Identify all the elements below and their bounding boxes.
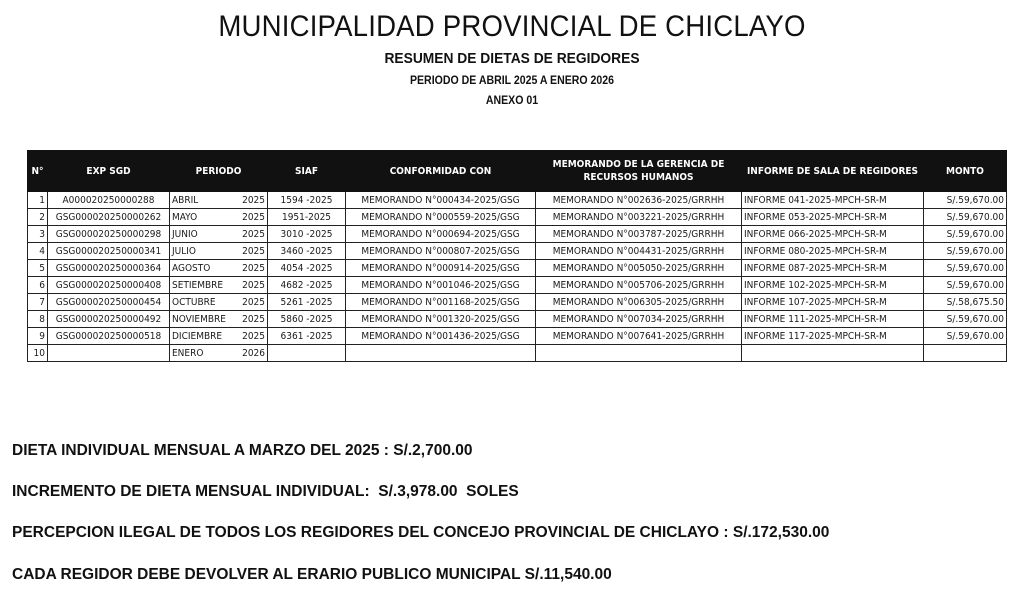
row-periodo <box>170 277 268 294</box>
row-number: 9 <box>28 328 48 345</box>
row-number: 6 <box>28 277 48 294</box>
row-memorando: MEMORANDO N°005706-2025/GRRHH <box>536 277 742 294</box>
row-conformidad <box>346 345 536 362</box>
row-siaf: 6361 -2025 <box>268 328 346 345</box>
row-periodo-month: NOVIEMBRE <box>172 313 226 325</box>
row-periodo-month: ENERO <box>172 347 204 359</box>
row-memorando: MEMORANDO N°004431-2025/GRRHH <box>536 243 742 260</box>
row-periodo <box>170 294 268 311</box>
table-header-row <box>28 151 1007 192</box>
row-siaf: 1594 -2025 <box>268 192 346 209</box>
row-memorando: MEMORANDO N°003787-2025/GRRHH <box>536 226 742 243</box>
row-informe: INFORME 117-2025-MPCH-SR-M <box>742 328 924 345</box>
row-monto <box>924 345 1007 362</box>
table-row <box>28 260 1007 277</box>
row-informe: INFORME 111-2025-MPCH-SR-M <box>742 311 924 328</box>
row-periodo-year: 2025 <box>242 228 265 240</box>
row-informe: INFORME 041-2025-MPCH-SR-M <box>742 192 924 209</box>
row-exp-sgd: A000020250000288 <box>48 192 170 209</box>
row-monto: S/.59,670.00 <box>924 243 1007 260</box>
document-title: MUNICIPALIDAD PROVINCIAL DE CHICLAYO <box>218 10 806 43</box>
row-informe <box>742 345 924 362</box>
row-siaf: 4682 -2025 <box>268 277 346 294</box>
row-informe: INFORME 080-2025-MPCH-SR-M <box>742 243 924 260</box>
row-exp-sgd: GSG000020250000262 <box>48 209 170 226</box>
header-conformidad: CONFORMIDAD CON <box>346 151 536 192</box>
row-monto: S/.59,670.00 <box>924 328 1007 345</box>
row-siaf: 1951-2025 <box>268 209 346 226</box>
row-memorando <box>536 345 742 362</box>
table-row <box>28 226 1007 243</box>
row-monto: S/.59,670.00 <box>924 311 1007 328</box>
header-periodo: PERIODO <box>170 151 268 192</box>
header-exp: EXP SGD <box>48 151 170 192</box>
row-informe: INFORME 066-2025-MPCH-SR-M <box>742 226 924 243</box>
row-conformidad: MEMORANDO N°000694-2025/GSG <box>346 226 536 243</box>
footer-devolucion: CADA REGIDOR DEBE DEVOLVER AL ERARIO PUBLICO MUNICIPAL S/.11,540.00 <box>12 566 612 583</box>
header-memorando: MEMORANDO DE LA GERENCIA DE RECURSOS HUMANOS <box>536 151 742 192</box>
row-periodo-month: ABRIL <box>172 194 199 206</box>
row-exp-sgd: GSG000020250000364 <box>48 260 170 277</box>
table-row <box>28 209 1007 226</box>
row-siaf: 3010 -2025 <box>268 226 346 243</box>
row-memorando: MEMORANDO N°007641-2025/GRRHH <box>536 328 742 345</box>
row-exp-sgd: GSG000020250000408 <box>48 277 170 294</box>
row-exp-sgd: GSG000020250000298 <box>48 226 170 243</box>
table-body <box>28 192 1007 362</box>
row-periodo <box>170 226 268 243</box>
row-conformidad: MEMORANDO N°001046-2025/GSG <box>346 277 536 294</box>
table-row <box>28 328 1007 345</box>
table-row <box>28 311 1007 328</box>
row-exp-sgd: GSG000020250000341 <box>48 243 170 260</box>
row-monto: S/.59,670.00 <box>924 277 1007 294</box>
row-number: 8 <box>28 311 48 328</box>
row-number: 4 <box>28 243 48 260</box>
row-siaf: 5860 -2025 <box>268 311 346 328</box>
table-row <box>28 345 1007 362</box>
row-conformidad: MEMORANDO N°000914-2025/GSG <box>346 260 536 277</box>
row-periodo-month: MAYO <box>172 211 198 223</box>
row-memorando: MEMORANDO N°005050-2025/GRRHH <box>536 260 742 277</box>
row-conformidad: MEMORANDO N°000807-2025/GSG <box>346 243 536 260</box>
dietas-table <box>27 150 1007 362</box>
row-memorando: MEMORANDO N°003221-2025/GRRHH <box>536 209 742 226</box>
document-period: PERIODO DE ABRIL 2025 A ENERO 2026 <box>409 73 615 87</box>
row-exp-sgd <box>48 345 170 362</box>
row-periodo <box>170 260 268 277</box>
row-conformidad: MEMORANDO N°001168-2025/GSG <box>346 294 536 311</box>
row-conformidad: MEMORANDO N°000434-2025/GSG <box>346 192 536 209</box>
row-periodo-year: 2025 <box>242 262 265 274</box>
header-n: N° <box>28 151 48 192</box>
footer-percepcion-ilegal: PERCEPCION ILEGAL DE TODOS LOS REGIDORES DEL CONCEJO PROVINCIAL DE CHICLAYO : S/.172,530.00 <box>12 524 830 541</box>
row-periodo-year: 2025 <box>242 194 265 206</box>
row-periodo-year: 2025 <box>242 313 265 325</box>
row-exp-sgd: GSG000020250000518 <box>48 328 170 345</box>
row-monto: S/.59,670.00 <box>924 192 1007 209</box>
row-periodo <box>170 209 268 226</box>
row-monto: S/.59,670.00 <box>924 260 1007 277</box>
table-row <box>28 294 1007 311</box>
row-memorando: MEMORANDO N°007034-2025/GRRHH <box>536 311 742 328</box>
row-monto: S/.58,675.50 <box>924 294 1007 311</box>
row-informe: INFORME 102-2025-MPCH-SR-M <box>742 277 924 294</box>
row-exp-sgd: GSG000020250000454 <box>48 294 170 311</box>
row-informe: INFORME 087-2025-MPCH-SR-M <box>742 260 924 277</box>
row-periodo-month: JULIO <box>172 245 196 257</box>
table-row <box>28 192 1007 209</box>
row-periodo-month: OCTUBRE <box>172 296 216 308</box>
row-periodo <box>170 192 268 209</box>
dietas-table-container <box>27 150 1006 362</box>
document-subtitle: RESUMEN DE DIETAS DE REGIDORES <box>384 50 640 67</box>
row-periodo-year: 2025 <box>242 279 265 291</box>
row-siaf: 3460 -2025 <box>268 243 346 260</box>
row-periodo-year: 2026 <box>242 347 265 359</box>
row-siaf: 5261 -2025 <box>268 294 346 311</box>
row-periodo-month: AGOSTO <box>172 262 211 274</box>
row-exp-sgd: GSG000020250000492 <box>48 311 170 328</box>
row-number: 7 <box>28 294 48 311</box>
row-conformidad: MEMORANDO N°000559-2025/GSG <box>346 209 536 226</box>
row-periodo-year: 2025 <box>242 296 265 308</box>
row-periodo-year: 2025 <box>242 330 265 342</box>
row-periodo <box>170 243 268 260</box>
row-memorando: MEMORANDO N°002636-2025/GRRHH <box>536 192 742 209</box>
row-informe: INFORME 107-2025-MPCH-SR-M <box>742 294 924 311</box>
table-row <box>28 243 1007 260</box>
header-informe: INFORME DE SALA DE REGIDORES <box>742 151 924 192</box>
row-periodo-year: 2025 <box>242 211 265 223</box>
row-monto: S/.59,670.00 <box>924 209 1007 226</box>
table-row <box>28 277 1007 294</box>
row-number: 10 <box>28 345 48 362</box>
row-periodo <box>170 328 268 345</box>
row-conformidad: MEMORANDO N°001436-2025/GSG <box>346 328 536 345</box>
row-informe: INFORME 053-2025-MPCH-SR-M <box>742 209 924 226</box>
document-annex: ANEXO 01 <box>485 93 539 107</box>
row-siaf <box>268 345 346 362</box>
row-number: 3 <box>28 226 48 243</box>
row-periodo <box>170 345 268 362</box>
row-periodo-month: DICIEMBRE <box>172 330 223 342</box>
row-periodo-month: JUNIO <box>172 228 198 240</box>
row-periodo-year: 2025 <box>242 245 265 257</box>
row-monto: S/.59,670.00 <box>924 226 1007 243</box>
row-periodo-month: SETIEMBRE <box>172 279 224 291</box>
footer-incremento: INCREMENTO DE DIETA MENSUAL INDIVIDUAL: S/.3,978.00 SOLES <box>12 483 519 500</box>
row-periodo <box>170 311 268 328</box>
row-conformidad: MEMORANDO N°001320-2025/GSG <box>346 311 536 328</box>
header-monto: MONTO <box>924 151 1007 192</box>
row-memorando: MEMORANDO N°006305-2025/GRRHH <box>536 294 742 311</box>
row-number: 2 <box>28 209 48 226</box>
row-number: 5 <box>28 260 48 277</box>
row-siaf: 4054 -2025 <box>268 260 346 277</box>
row-number: 1 <box>28 192 48 209</box>
footer-dieta-mensual: DIETA INDIVIDUAL MENSUAL A MARZO DEL 2025 : S/.2,700.00 <box>12 442 473 459</box>
header-siaf: SIAF <box>268 151 346 192</box>
